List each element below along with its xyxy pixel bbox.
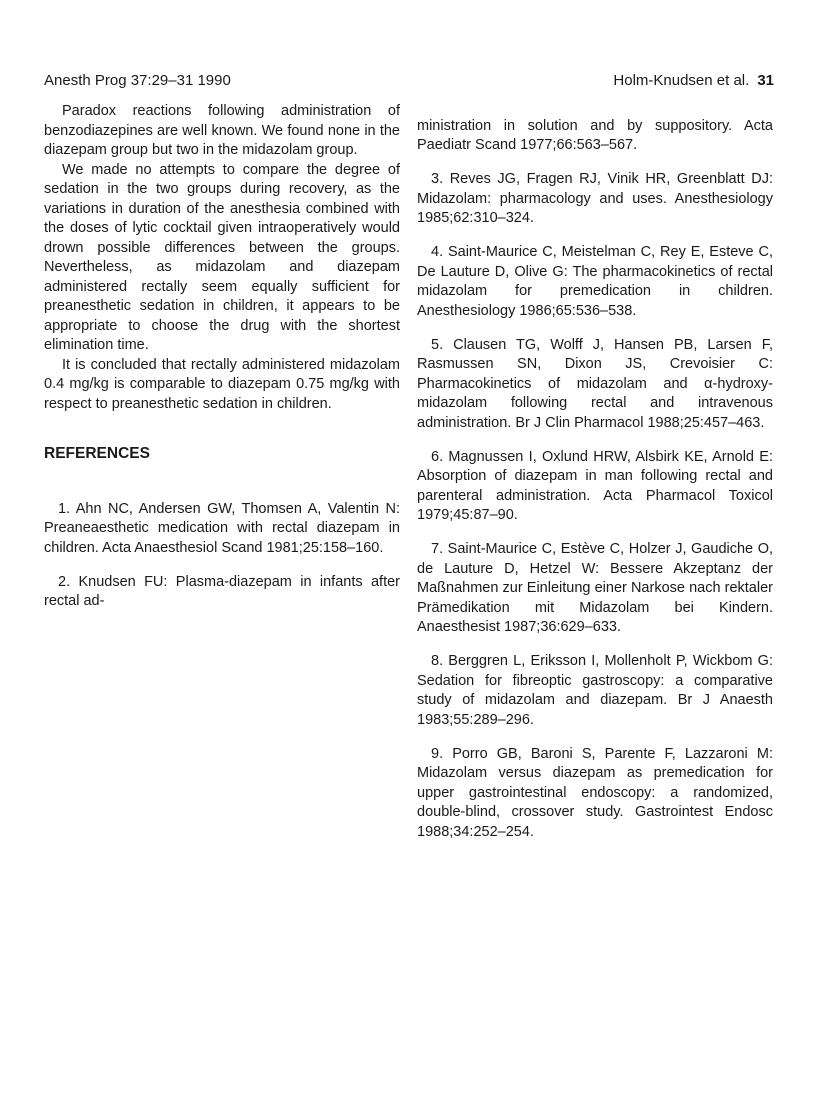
reference-item: 6. Magnussen I, Oxlund HRW, Alsbirk KE, Arnold E: Absorption of diazepam in man following rectal and parenteral administration. Acta Pharmacol Toxicol 1979;45:87–90.	[417, 448, 773, 523]
reference-item: 3. Reves JG, Fragen RJ, Vinik HR, Greenblatt DJ: Midazolam: pharmacology and uses. Anesthesiology 1985;62:310–324.	[417, 171, 773, 226]
page-header	[44, 72, 774, 94]
references-heading: REFERENCES	[44, 445, 150, 462]
body-paragraph: It is concluded that rectally administered midazolam 0.4 mg/kg is comparable to diazepam 0.75 mg/kg with respect to preanesthetic sedation in children.	[44, 356, 400, 412]
reference-item: 8. Berggren L, Eriksson I, Mollenholt P, Wickbom G: Sedation for fibreoptic gastroscopy: a comparative study of midazolam and diazepam. Br J Anaesth 1983;55:289–296.	[417, 653, 773, 728]
page-number: 31	[757, 72, 774, 89]
reference-item: 7. Saint-Maurice C, Estève C, Holzer J, Gaudiche O, de Lauture D, Hetzel W: Bessere Akzeptanz der Maßnahmen zur Einleitung einer Narkose nach rektaler Prämedikation mit Midazolam bei Kindern. Anaesthesist 1987;36:629–633.	[417, 541, 773, 635]
journal-citation: Anesth Prog 37:29–31 1990	[44, 72, 231, 89]
reference-item: 1. Ahn NC, Andersen GW, Thomsen A, Valentin N: Preaneaesthetic medication with rectal diazepam in children. Acta Anaesthesiol Scand 1981;25:158–160.	[44, 500, 400, 556]
reference-continuation: ministration in solution and by suppository. Acta Paediatr Scand 1977;66:563–567.	[417, 117, 773, 153]
running-authors: Holm-Knudsen et al.	[613, 72, 750, 89]
body-paragraph: Paradox reactions following administration of benzodiazepines are well known. We found none in the diazepam group but two in the midazolam group.	[44, 103, 400, 158]
reference-item: 4. Saint-Maurice C, Meistelman C, Rey E, Esteve C, De Lauture D, Olive G: The pharmacokinetics of rectal midazolam for premedication in children. Anesthesiology 1986;65:536–538.	[417, 244, 773, 319]
reference-item: 2. Knudsen FU: Plasma-diazepam in infants after rectal ad-	[44, 573, 400, 609]
references-list-left	[44, 485, 400, 622]
left-column-body	[44, 102, 400, 414]
right-column-references	[417, 102, 773, 852]
reference-item: 5. Clausen TG, Wolff J, Hansen PB, Larsen F, Rasmussen SN, Dixon JS, Crevoisier C: Pharmacokinetics of midazolam and α-hydroxy-midazolam following rectal and intravenous administration. Br J Clin Pharmacol 1988;25:457–463.	[417, 336, 773, 431]
reference-item: 9. Porro GB, Baroni S, Parente F, Lazzaroni M: Midazolam versus diazepam as premedication for upper gastrointestinal endoscopy: a randomized, double-blind, crossover study. Gastrointest Endosc 1988;34:252–254.	[417, 745, 773, 840]
running-head	[613, 72, 774, 89]
body-paragraph: We made no attempts to compare the degree of sedation in the two groups during recovery, as the variations in duration of the anesthesia combined with the doses of lytic cocktail given intraoperatively would drown possible differences between the groups. Nevertheless, as midazolam and diazepam administered rectally seem equally sufficient for preanesthetic sedation in children, it appears to be appropriate to choose the drug with the shortest elimination time.	[44, 161, 400, 353]
